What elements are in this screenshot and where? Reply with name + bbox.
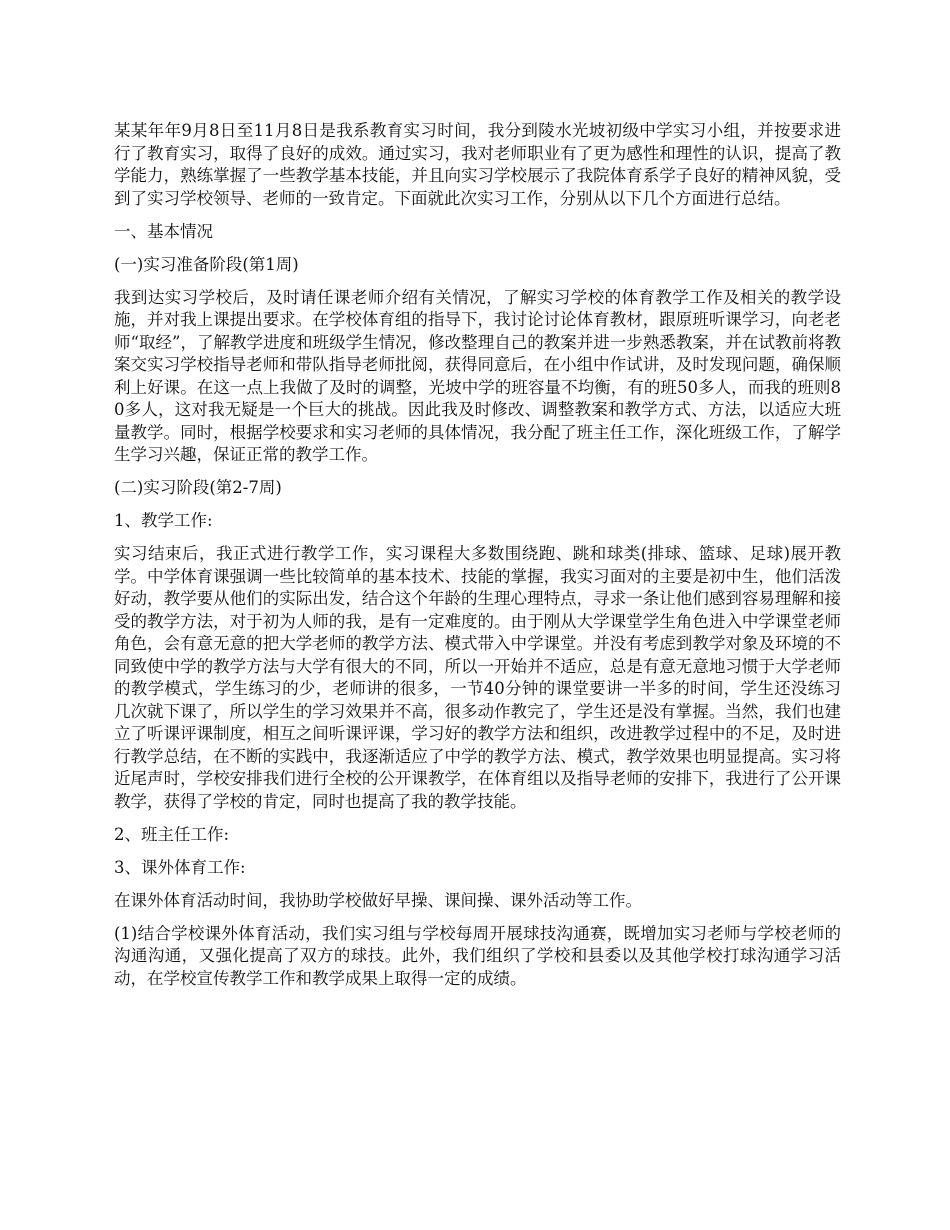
section-heading-basic: 一、基本情况 (114, 221, 213, 241)
teaching-paragraph: 实习结束后，我正式进行教学工作，实习课程大多数围绕跑、跳和球类(排球、篮球、足球)展开教学。中学体育课强调一些比较简单的基本技术、技能的掌握，我实习面对的主要是初中生，他们活泼好动，教学要从他们的实际出发，结合这个年龄的生理心理特点，寻求一条让他们感到容易理解和接受的教学方法，对于初为人师的我，是有一定难度的。由于刚从大学课堂学生角色进入中学课堂老师角色，会有意无意的把大学老师的教学方法、模式带入中学课堂。并没有考虑到教学对象及环境的不同致使中学的教学方法与大学有很大的不同，所以一开始并不适应，总是有意无意地习惯于大学老师的教学模式，学生练习的少，老师讲的很多，一节40分钟的课堂要讲一半多的时间，学生还没练习几次就下课了，所以学生的学习效果并不高，很多动作教完了，学生还是没有掌握。当然，我们也建立了听课评课制度，相互之间听课评课，学习好的教学方法和组织，改进教学过程中的不足，及时进行教学总结，在不断的实践中，我逐渐适应了中学的教学方法、模式，教学效果也明显提高。实习将近尾声时，学校安排我们进行全校的公开课教学，在体育组以及指导老师的安排下，我进行了公开课教学，获得了学校的肯定，同时也提高了我的教学技能。 (114, 544, 841, 811)
intro-paragraph: 某某年年9月8日至11月8日是我系教育实习时间，我分到陵水光坡初级中学实习小组，并按要求进行了教育实习，取得了良好的成效。通过实习，我对老师职业有了更为感性和理性的认识，提高了教学能力，熟练掌握了一些教学基本技能，并且向实习学校展示了我院体育系学子良好的精神风貌，受到了实习学校领导、老师的一致肯定。下面就此次实习工作，分别从以下几个方面进行总结。 (114, 121, 841, 208)
item-heading-teaching: 1、教学工作: (114, 511, 213, 530)
subsection-heading-internship: (二)实习阶段(第2-7周) (114, 478, 282, 497)
document-body (114, 120, 841, 1001)
item-heading-class-teacher: 2、班主任工作: (114, 824, 230, 844)
subsection-heading-preparation: (一)实习准备阶段(第1周) (114, 254, 299, 274)
item-heading-extracurricular: 3、课外体育工作: (114, 857, 246, 877)
preparation-paragraph: 我到达实习学校后，及时请任课老师介绍有关情况，了解实习学校的体育教学工作及相关的教学设施，并对我上课提出要求。在学校体育组的指导下，我讨论讨论体育教材，跟原班听课学习，向老老师“取经”，了解教学进度和班级学生情况，修改整理自己的教案并进一步熟悉教案，并在试教前将教案交实习学校指导老师和带队指导老师批阅，获得同意后，在小组中作试讲，及时发现问题，确保顺利上好课。在这一点上我做了及时的调整，光坡中学的班容量不均衡，有的班50多人，而我的班则80多人，这对我无疑是一个巨大的挑战。因此我及时修改、调整教案和教学方式、方法，以适应大班量教学。同时，根据学校要求和实习老师的具体情况，我分配了班主任工作，深化班级工作，了解学生学习兴趣，保证正常的教学工作。 (114, 287, 841, 464)
extracurricular-paragraph: 在课外体育活动时间，我协助学校做好早操、课间操、课外活动等工作。 (114, 890, 642, 910)
ball-exchange-paragraph: (1)结合学校课外体育活动，我们实习组与学校每周开展球技沟通赛，既增加实习老师与学校老师的沟通沟通，又强化提高了双方的球技。此外，我们组织了学校和县委以及其他学校打球沟通学习活动，在学校宣传教学工作和教学成果上取得一定的成绩。 (114, 923, 841, 988)
